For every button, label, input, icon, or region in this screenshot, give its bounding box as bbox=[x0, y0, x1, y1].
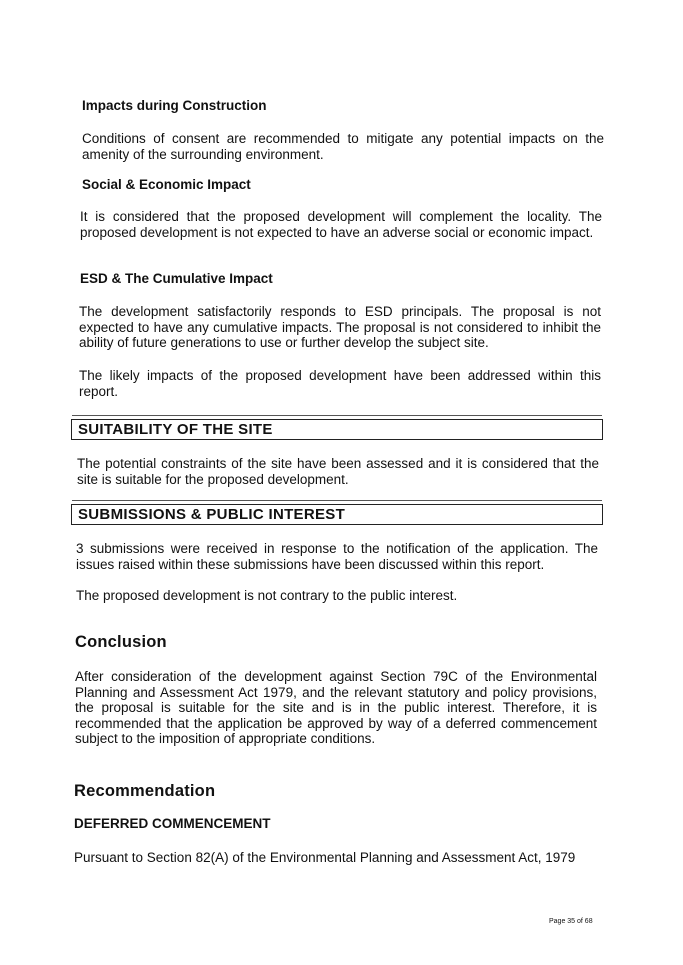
heading-impacts-construction: Impacts during Construction bbox=[82, 98, 267, 113]
section-header-box-suitability bbox=[71, 419, 603, 440]
paragraph-submissions-1: 3 submissions were received in response to the notification of the application. The issues raised within these submissions have been discussed within this report. bbox=[76, 541, 598, 572]
heading-social-economic: Social & Economic Impact bbox=[82, 177, 251, 192]
rule-line bbox=[72, 415, 602, 416]
paragraph-recommendation: Pursuant to Section 82(A) of the Environmental Planning and Assessment Act, 1979 bbox=[74, 850, 576, 865]
section-title-suitability: SUITABILITY OF THE SITE bbox=[78, 421, 273, 438]
paragraph-suitability: The potential constraints of the site have been assessed and it is considered that the site is suitable for the proposed development. bbox=[77, 456, 599, 487]
heading-esd-cumulative: ESD & The Cumulative Impact bbox=[80, 271, 273, 286]
paragraph-submissions-2: The proposed development is not contrary to the public interest. bbox=[76, 588, 458, 603]
subheading-deferred-commencement: DEFERRED COMMENCEMENT bbox=[74, 816, 271, 831]
heading-recommendation: Recommendation bbox=[74, 782, 216, 800]
rule-line bbox=[72, 500, 602, 501]
section-header-box-submissions bbox=[71, 504, 603, 525]
heading-conclusion: Conclusion bbox=[75, 633, 167, 651]
paragraph-impacts-construction: Conditions of consent are recommended to mitigate any potential impacts on the amenity of the surrounding environment. bbox=[82, 131, 604, 162]
paragraph-social-economic: It is considered that the proposed development will complement the locality. The proposed development is not expected to have an adverse social or economic impact. bbox=[80, 209, 602, 240]
page-number: Page 35 of 68 bbox=[549, 918, 593, 925]
section-title-submissions: SUBMISSIONS & PUBLIC INTEREST bbox=[78, 506, 346, 523]
paragraph-conclusion: After consideration of the development against Section 79C of the Environmental Planning and Assessment Act 1979, and the relevant statutory and policy provisions, the proposal is suitable for the site and is in the public interest. Therefore, it is recommended that the application be approved by way of a deferred commencement subject to the imposition of appropriate conditions. bbox=[75, 669, 597, 746]
paragraph-esd-1: The development satisfactorily responds to ESD principals. The proposal is not expected to have any cumulative impacts. The proposal is not considered to inhibit the ability of future generations to use or further develop the subject site. bbox=[79, 304, 601, 350]
paragraph-esd-2: The likely impacts of the proposed development have been addressed within this report. bbox=[79, 368, 601, 399]
